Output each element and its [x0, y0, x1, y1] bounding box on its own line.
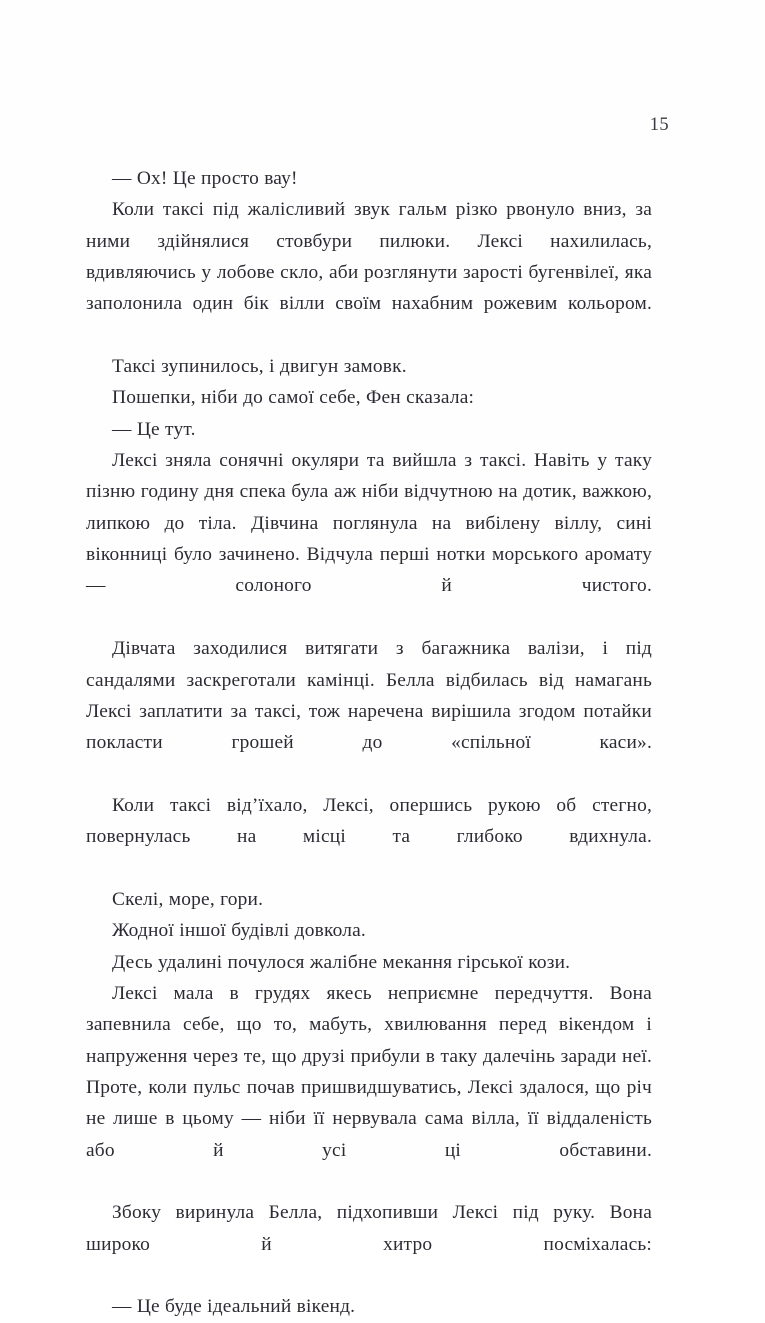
paragraph: — Ох! Це просто вау! [112, 168, 298, 189]
paragraph: Збоку виринула Белла, підхопивши Лексі під руку. Вона широко й хитро посміхалась: [86, 1202, 652, 1255]
paragraph: Дівчата заходилися витягати з багажника валізи, і під сандалями заскреготали камінці. Белла відбилась від намагань Лексі заплатити за таксі, тож наречена вирішила згодом потайки покласти грошей до «спільної каси». [86, 638, 652, 754]
body-text-block [86, 163, 652, 1323]
paragraph: Десь удалині почулося жалібне мекання гірської кози. [112, 951, 571, 973]
paragraph: Скелі, море, гори. [112, 888, 264, 910]
paragraph: Лексі зняла сонячні окуляри та вийшла з таксі. Навіть у таку пізню годину дня спека була аж ніби відчутною на дотик, важкою, липкою до тіла. Дівчина поглянула на вибілену віллу, сині віконниці було зачинено. Відчула перші нотки морського аромату — солоного й чистого. [86, 450, 652, 597]
paragraph: Лексі мала в грудях якесь неприємне передчуття. Вона запевнила себе, що то, мабуть, хвилювання перед вікендом і напруження через те, що друзі прибули в таку далечінь заради неї. Проте, коли пульс почав пришвидшуватись, Лексі здалося, що річ не лише в цьому — ніби її нервувала сама вілла, її віддаленість або й усі ці обставини. [86, 982, 652, 1161]
paragraph: Жодної іншої будівлі довкола. [112, 920, 366, 942]
page-number: 15 [649, 115, 669, 135]
paragraph: — Це тут. [112, 418, 196, 440]
paragraph: — Це буде ідеальний вікенд. [112, 1296, 356, 1318]
paragraph: Коли таксі від’їхало, Лексі, опершись рукою об стегно, повернулась на місці та глибоко вдихнула. [86, 794, 652, 848]
paragraph: Пошепки, ніби до самої себе, Фен сказала: [112, 387, 475, 409]
paragraph: Коли таксі під жалісливий звук гальм різко рвонуло вниз, за ними здійнялися стовбури пилюки. Лексі нахилилась, вдивляючись у лобове скло, аби розглянути зарості бугенвілеї, яка заполонила один бік вілли своїм нахабним рожевим кольором. [86, 199, 652, 315]
folio-area [0, 112, 765, 138]
paragraph: Таксі зупинилось, і двигун замовк. [112, 356, 407, 378]
